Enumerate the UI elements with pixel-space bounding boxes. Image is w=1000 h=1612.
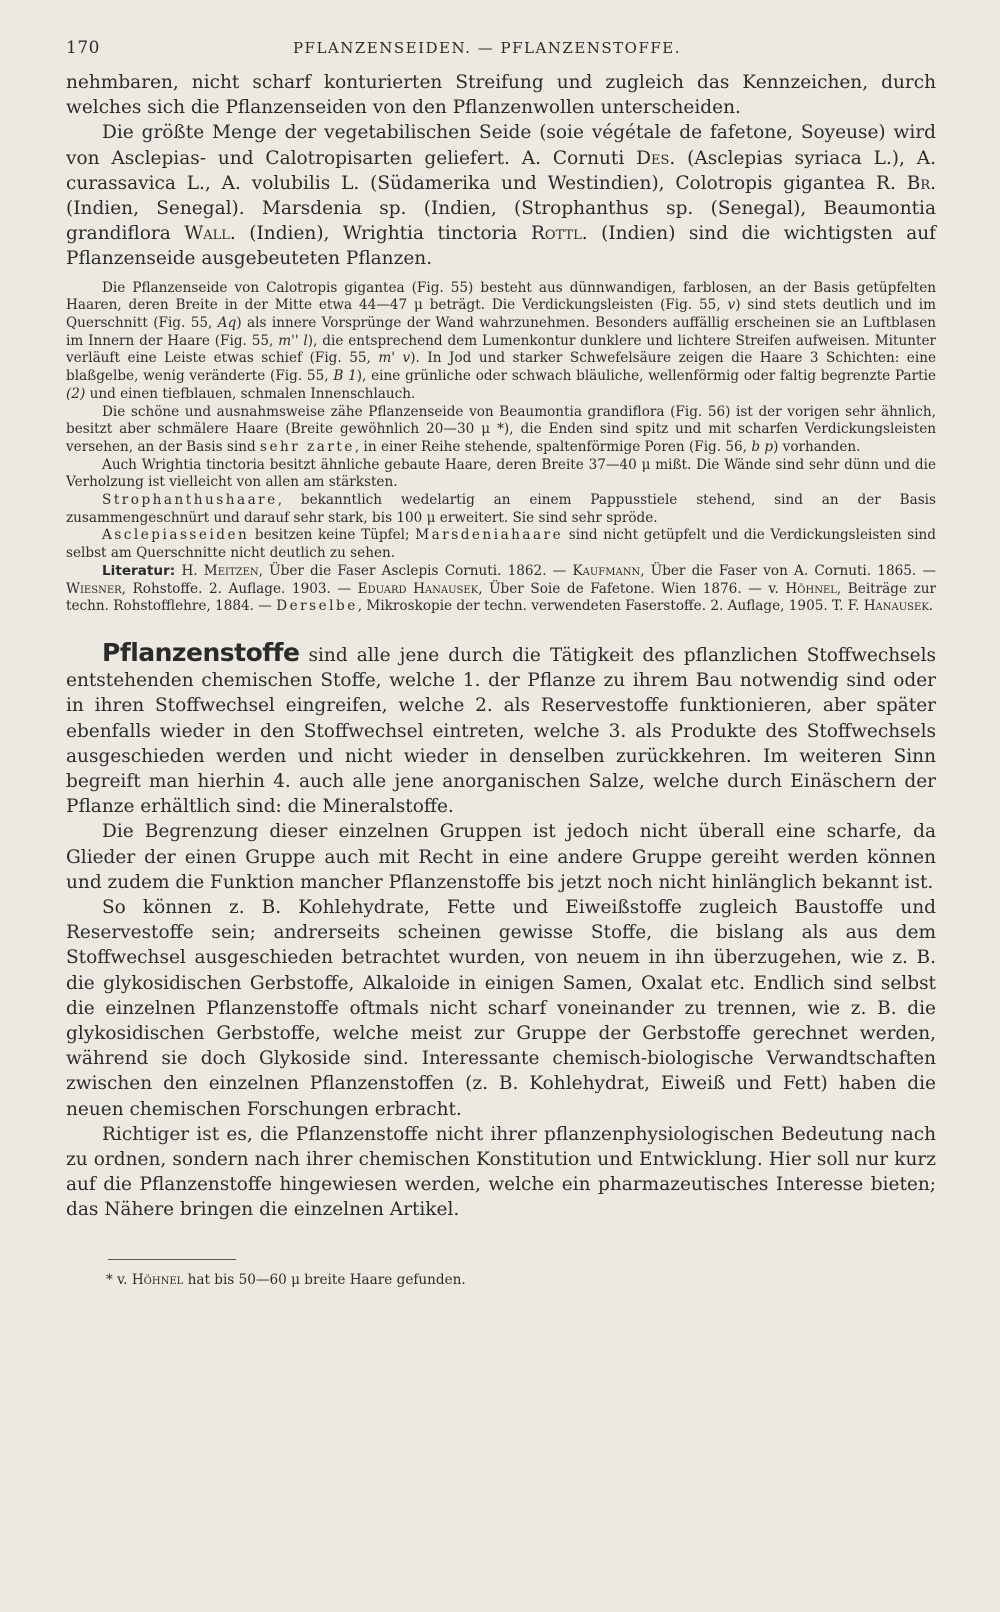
literature-references: Literatur: H. Meitzen, Über die Faser Asclepis Cornuti. 1862. — Kaufmann, Über die Faser von A. Cornuti. 1865. — Wiesner, Rohstoffe. 2. Auflage. 1903. — Eduard Hanausek, Über Soie de Fafetone. Wien 1876. — v. Höhnel, Beiträge zur techn. Rohstofflehre, 1884. — Derselbe, Mikroskopie der techn. verwendeten Faserstoffe. 2. Auflage, 1905. T. F. Hanausek.: [66, 562, 937, 615]
section-heading: Pflanzenstoffe: [102, 637, 300, 667]
paragraph-plant-sources: Die größte Menge der vegetabilischen Seide (soie végétale de fafetone, Soyeuse) wird von Asclepias- und Calotropisarten geliefert. A. Cornuti Des. (Asclepias syriaca L.), A. curassavica L., A. volubilis L. (Südamerika und Westindien), Colotropis gigantea R. Br. (Indien, Senegal). Marsdenia sp. (Indien, (Strophanthus sp. (Senegal), Beaumontia grandiflora Wall. (Indien), Wrightia tinctoria Rottl. (Indien) sind die wichtigsten auf Pflanzenseide ausgebeuteten Pflanzen.: [66, 122, 937, 270]
paragraph-examples: So können z. B. Kohlehydrate, Fette und Eiweißstoffe zugleich Baustoffe und Reservestoffe sein; andrerseits scheinen gewisse Stoffe, die bislang als aus dem Stoffwechsel ausgeschieden betrachtet wurden, von neuem in ihn überzugehen, wie z. B. die glykosidischen Gerbstoffe, Alkaloide in einigen Samen, Oxalat etc. Endlich sind selbst die einzelnen Pflanzenstoffe oftmals nicht scharf voneinander zu trennen, wie z. B. die glykosidischen Gerbstoffe, welche meist zur Gruppe der Gerbstoffe gerechnet werden, während sie doch Glykoside sind. Interessante chemisch-biologische Verwandtschaften zwischen den einzelnen Pflanzenstoffen (z. B. Kohlehydrat, Eiweiß und Fett) haben die neuen chemischen Forschungen erbracht.: [66, 897, 936, 1120]
page-number: 170: [66, 38, 100, 58]
page-header: [66, 38, 936, 64]
paragraph-ordering: Richtiger ist es, die Pflanzenstoffe nicht ihrer pflanzenphysiologischen Bedeutung nach zu ordnen, sondern nach ihrer chemischen Konstitution und Entwicklung. Hier soll nur kurz auf die Pflanzenstoffe hingewiesen werden, welche ein pharmazeutisches Interesse bieten; das Nähere bringen die einzelnen Artikel.: [66, 1123, 936, 1221]
running-title: PFLANZENSEIDEN. — PFLANZENSTOFFE.: [292, 39, 682, 57]
author-abbrev: Wall: [184, 223, 230, 245]
paragraph-boundaries: Die Begrenzung dieser einzelnen Gruppen ist jedoch nicht überall eine scharfe, da Glieder der einen Gruppe auch mit Recht in eine andere Gruppe gereiht werden können und zudem die Funktion mancher Pflanzenstoffe bis jetzt noch nicht hinlänglich bekannt ist.: [66, 821, 936, 893]
small-paragraph-strophanthus: Strophanthushaare, bekanntlich wedelartig an einem Pappusstiele stehend, sind an der Basis zusammengeschnürt und darauf sehr stark, bis 100 μ erweitert. Sie sind sehr spröde.: [66, 492, 936, 526]
literature-label: Literatur:: [102, 562, 176, 579]
author-abbrev: Des: [636, 147, 670, 169]
paragraph-definition: Pflanzenstoffe sind alle jene durch die Tätigkeit des pflanzlichen Stoffwechsels entstehenden chemischen Stoffe, welche 1. der Pflanze zu ihrem Bau notwendig sind oder in ihren Stoffwechsel eingreifen, welche 2. als Reservestoffe funktionieren, aber später ebenfalls wieder in den Stoffwechsel eintreten, welche 3. als Produkte des Stoffwechsels ausgeschieden werden und nicht wieder in denselben zurückkehren. Im weiteren Sinn begreift man hierhin 4. auch alle jene anorganischen Salze, welche durch Einäschern der Pflanze erhältlich sind: die Mineralstoffe.: [66, 637, 936, 818]
small-paragraph-asclepias: Asclepiasseiden besitzen keine Tüpfel; Marsdeniahaare sind nicht getüpfelt und die Verdickungsleisten sind selbst am Querschnitte nicht deutlich zu sehen.: [66, 527, 936, 562]
document-page: [66, 38, 936, 1288]
footnote: * v. Höhnel hat bis 50—60 μ breite Haare gefunden.: [106, 1271, 466, 1288]
author-abbrev: Rottl: [530, 223, 582, 245]
author-abbrev: Br: [906, 172, 931, 194]
small-paragraph-beaumontia: Die schöne und ausnahmsweise zähe Pflanzenseide von Beaumontia grandiflora (Fig. 56) ist der vorigen sehr ähnlich, besitzt aber schmälere Haare (Breite gewöhnlich 20—30 μ *), die Enden sind spitz und mit scharfen Verdickungsleisten versehen, an der Basis sind sehr zarte, in einer Reihe stehende, spaltenförmige Poren (Fig. 56, b p) vorhanden.: [66, 403, 936, 455]
small-paragraph-calotropis: Die Pflanzenseide von Calotropis gigantea (Fig. 55) besteht aus dünnwandigen, farblosen, an der Basis getüpfelten Haaren, deren Breite in der Mitte etwa 44—47 μ beträgt. Die Verdickungsleisten (Fig. 55, v) sind stets deutlich und im Querschnitt (Fig. 55, Aq) als innere Vorsprünge der Wand wahrzunehmen. Besonders auffällig erscheinen sie an Luftblasen im Innern der Haare (Fig. 55, m'' l), die entsprechend dem Lumenkontur dunklere und lichtere Streifen aufweisen. Mitunter verläuft eine Leiste etwas schief (Fig. 55, m' v). In Jod und starker Schwefelsäure zeigen die Haare 3 Schichten: eine blaßgelbe, wenig veränderte (Fig. 55, B 1), eine grünliche oder schwach bläuliche, wellenförmig oder faltig begrenzte Partie (2) und einen tiefblauen, schmalen Innenschlauch.: [66, 279, 936, 402]
paragraph-continuation: nehmbaren, nicht scharf konturierten Streifung und zugleich das Kennzeichen, durch welches sich die Pflanzenseiden von den Pflanzenwollen unterscheiden.: [66, 72, 936, 119]
small-paragraph-wrightia: Auch Wrightia tinctoria besitzt ähnliche gebaute Haare, deren Breite 37—40 μ mißt. Die Wände sind sehr dünn und die Verholzung ist vielleicht von allen am stärksten.: [66, 456, 936, 491]
